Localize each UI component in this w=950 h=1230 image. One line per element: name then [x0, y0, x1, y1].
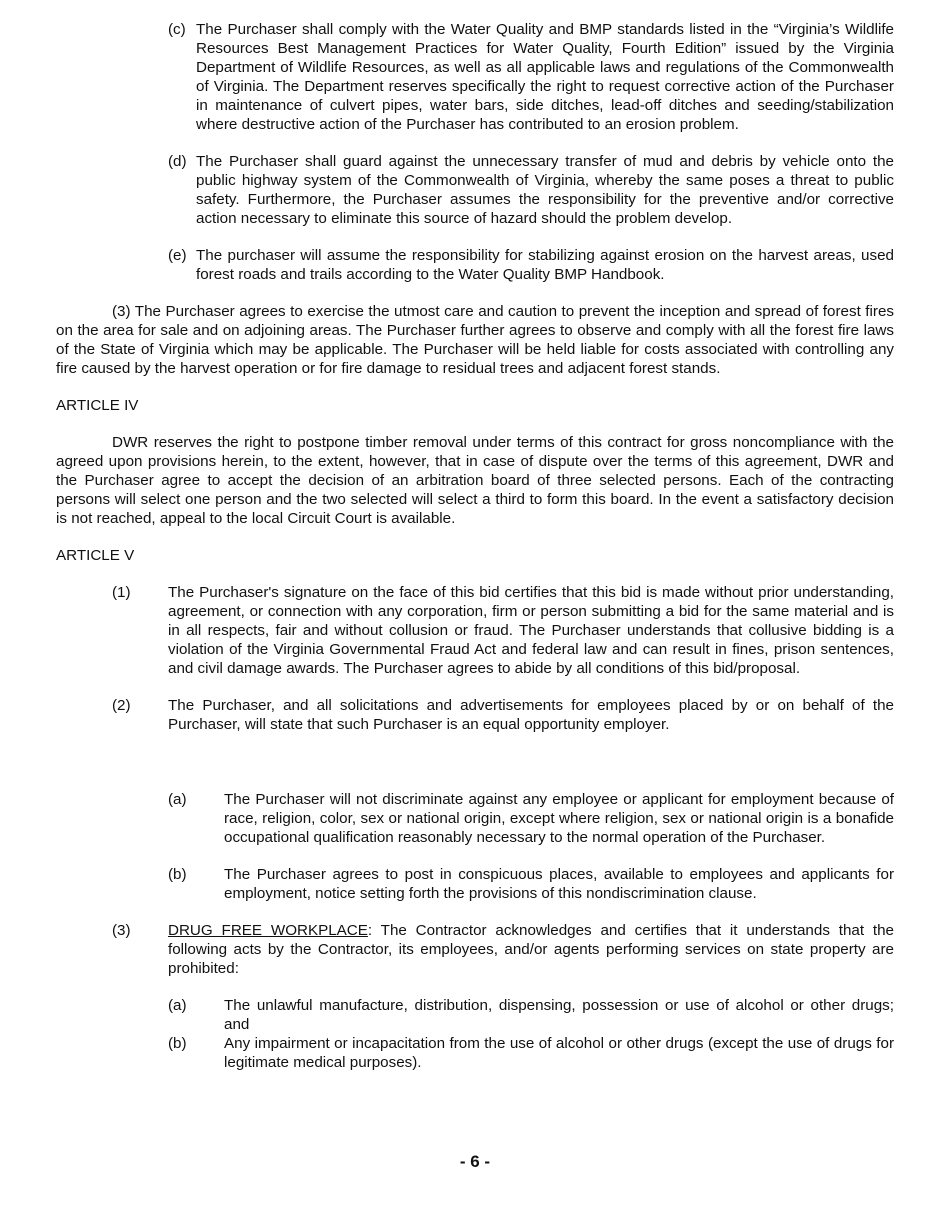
- item-text: The Purchaser's signature on the face of this bid certifies that this bid is made without prior understanding, agreement, or connection with any corporation, firm or person submitting a bid for the same material and is in all respects, fair and without collusion or fraud. The Purchaser understands that collusive bidding is a violation of the Virginia Governmental Fraud Act and federal law and can result in fines, prison sentences, and civil damage awards. The Purchaser agrees to abide by all conditions of this bid/proposal.: [168, 584, 894, 677]
- item-text: [168, 921, 894, 978]
- blank-space: [56, 772, 894, 790]
- list-item-c: [168, 20, 894, 134]
- drug-free-workplace-title: DRUG FREE WORKPLACE: [168, 922, 368, 939]
- item-text: The purchaser will assume the responsibility for stabilizing against erosion on the harvest areas, used forest roads and trails according to the Water Quality BMP Handbook.: [196, 247, 894, 283]
- item-text: The Purchaser will not discriminate against any employee or applicant for employment because of race, religion, color, sex or national origin, except where religion, sex or national origin is a bonafide occupational qualification reasonably necessary to the normal operation of the Purchaser.: [224, 791, 894, 846]
- item-text: The Purchaser, and all solicitations and advertisements for employees placed by or on behalf of the Purchaser, will state that such Purchaser is an equal opportunity employer.: [168, 697, 894, 733]
- item-label: (c): [168, 21, 186, 38]
- article-v-item-3: [112, 921, 894, 978]
- item-text: The Purchaser shall comply with the Water Quality and BMP standards listed in the “Virginia’s Wildlife Resources Best Management Practices for Water Quality, Fourth Edition” issued by the Virginia Department of Wildlife Resources, as well as all applicable laws and regulations of the Commonwealth of Virginia. The Department reserves specifically the right to request corrective action of the Purchaser in maintenance of culvert pipes, water bars, side ditches, lead-off ditches and seeding/stabilization where destructive action of the Purchaser has contributed to an erosion problem.: [196, 21, 894, 133]
- article-v-item-2a: [168, 790, 894, 847]
- item-label: (2): [112, 697, 131, 714]
- item-label: (b): [168, 1035, 187, 1052]
- item-text: Any impairment or incapacitation from the use of alcohol or other drugs (except the use of drugs for legitimate medical purposes).: [224, 1035, 894, 1071]
- article-v-heading: ARTICLE V: [56, 547, 135, 564]
- article-v-item-2b: [168, 865, 894, 903]
- item-label: (a): [168, 791, 187, 808]
- item-label: (a): [168, 997, 187, 1014]
- article-iv-heading: ARTICLE IV: [56, 397, 139, 414]
- paragraph-3-text: (3) The Purchaser agrees to exercise the utmost care and caution to prevent the inception and spread of forest fires on the area for sale and on adjoining areas. The Purchaser further agrees to observe and comply with all the forest fire laws of the State of Virginia which may be applicable. The Purchaser will be held liable for costs associated with controlling any fire caused by the harvest operation or for fire damage to residual trees and adjacent forest stands.: [56, 303, 894, 377]
- article-v-item-2: [112, 696, 894, 734]
- blank-space: [56, 734, 894, 772]
- item-label: (d): [168, 153, 187, 170]
- article-v-item-3b: [168, 1034, 894, 1072]
- article-v-item-1: [112, 583, 894, 678]
- item-label: (e): [168, 247, 187, 264]
- article-v-item-3a: [168, 996, 894, 1034]
- item-text: The Purchaser shall guard against the unnecessary transfer of mud and debris by vehicle onto the public highway system of the Commonwealth of Virginia, whereby the same poses a threat to public safety. Furthermore, the Purchaser assumes the responsibility for the preventive and/or corrective action necessary to eliminate this source of hazard should the problem develop.: [196, 153, 894, 227]
- list-item-d: [168, 152, 894, 228]
- list-item-e: [168, 246, 894, 284]
- item-label: (3): [112, 922, 131, 939]
- article-iv-text: DWR reserves the right to postpone timber removal under terms of this contract for gross noncompliance with the agreed upon provisions herein, to the extent, however, that in case of dispute over the terms of this agreement, DWR and the Purchaser agree to accept the decision of an arbitration board of three selected persons. Each of the contracting persons will select one person and the two selected will select a third to form this board. In the event a satisfactory decision is not reached, appeal to the local Circuit Court is available.: [56, 434, 894, 527]
- item-text: The unlawful manufacture, distribution, dispensing, possession or use of alcohol or other drugs; and: [224, 997, 894, 1033]
- drug-free-workplace-text: : The Contractor acknowledges and certifies that it understands that the following acts by the Contractor, its employees, and/or agents performing services on state property are prohibited:: [168, 922, 895, 977]
- item-text: The Purchaser agrees to post in conspicuous places, available to employees and applicants for employment, notice setting forth the provisions of this nondiscrimination clause.: [224, 866, 894, 902]
- document-page: [56, 20, 894, 1072]
- page-number: - 6 -: [459, 1152, 491, 1171]
- item-label: (1): [112, 584, 131, 601]
- paragraph-3: [56, 302, 894, 378]
- item-label: (b): [168, 866, 187, 883]
